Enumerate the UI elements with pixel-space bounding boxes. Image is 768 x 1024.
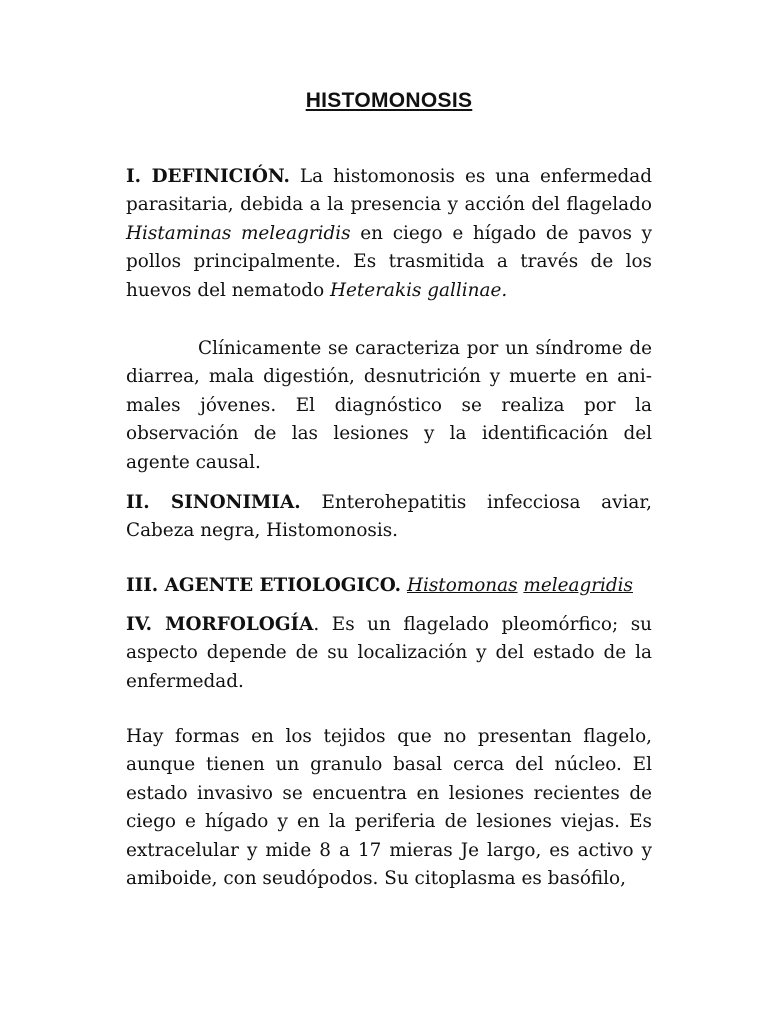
agente-genus: Histomonas xyxy=(406,575,518,596)
formas-paragraph: Hay formas en los tejidos que no presentan flagelo, aunque tienen un granulo basal cerca del núcleo. El estado invasivo se encuentra en lesiones recientes de ciego e hígado y en la periferia de lesiones viejas. Es extracelular y mide 8 a 17 mieras Je largo, es activo y amiboide, con seudópodos. Su citoplasma es basófilo, xyxy=(126,726,652,890)
definicion-species: Histaminas meleagridis xyxy=(126,222,351,244)
definicion-text-2: en ciego e hígado de pavos y pollos principalmente. Es trasmitida a través de los huevos del nematodo xyxy=(126,222,652,301)
agente-heading: III. AGENTE ETIOLOGICO. xyxy=(126,575,402,596)
document-title: HISTOMONOSIS xyxy=(305,89,473,112)
definicion-text-1: La histomonosis es una enfermedad parasitaria, debida a la presencia y acción del flagelado xyxy=(126,166,653,216)
definicion-vector: Heterakis gallinae. xyxy=(330,279,508,301)
section-formas xyxy=(126,723,652,893)
clinica-paragraph: Clínicamente se caracteriza por un síndrome de diarrea, mala digestión, desnutrición y muerte en ani-males jóvenes. El diagnóstico se realiza por la observación de las lesiones y la identificación del agente causal. xyxy=(126,338,652,473)
section-clinica xyxy=(126,335,652,477)
sinonimia-text: Enterohepatitis infecciosa aviar, Cabeza negra, Histomonosis. xyxy=(126,492,652,542)
section-definicion xyxy=(126,163,652,305)
morfologia-text: . Es un flagelado pleomórfico; su aspecto depende de su localización y del estado de la enfermedad. xyxy=(126,614,652,692)
section-morfologia xyxy=(126,611,652,696)
section-sinonimia xyxy=(126,489,652,546)
sinonimia-heading: II. SINONIMIA. xyxy=(126,492,301,513)
morfologia-heading: IV. MORFOLOGÍA xyxy=(126,614,314,635)
agente-species: meleagridis xyxy=(523,575,633,596)
section-agente xyxy=(126,572,652,600)
definicion-heading: I. DEFINICIÓN. xyxy=(126,166,290,187)
